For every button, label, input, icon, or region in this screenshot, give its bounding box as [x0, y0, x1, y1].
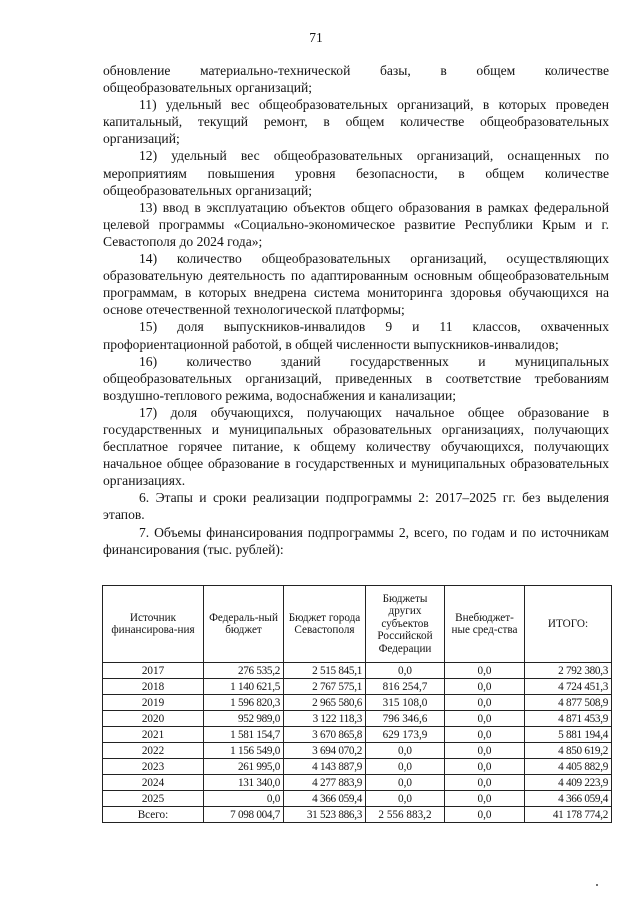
financing-table: [102, 585, 612, 823]
cell-extrabudgetary: 0,0: [445, 759, 525, 775]
table-row: [103, 775, 612, 791]
cell-year: 2022: [103, 743, 204, 759]
header-source: Источник финансирова-ния: [103, 586, 204, 663]
cell-year: 2023: [103, 759, 204, 775]
cell-federal: 276 535,2: [204, 663, 284, 679]
table-body: [103, 663, 612, 823]
paragraph-item-17: 17) доля обучающихся, получающих начальное общее образование в государственных и муниципальных образовательных организациях, получающих бесплатное горячее питание, к общему количеству обучающихся, получающих начальное общее образование в государственных и муниципальных образовательных организациях.: [103, 404, 609, 489]
cell-other-subjects: 0,0: [366, 663, 445, 679]
cell-extrabudgetary: 0,0: [445, 663, 525, 679]
cell-other-subjects: 2 556 883,2: [366, 807, 445, 823]
paragraph-item-13: 13) ввод в эксплуатацию объектов общего образования в рамках федеральной целевой программы «Социально-экономическое развитие Республики Крым и г. Севастополя до 2024 года»;: [103, 199, 609, 249]
table-row: [103, 695, 612, 711]
table-row: [103, 711, 612, 727]
cell-total: 4 409 223,9: [525, 775, 612, 791]
paragraph-item-16: 16) количество зданий государственных и муниципальных общеобразовательных организаций, приведенных в соответствие требованиям воздушно-теплового режима, водоснабжения и канализации;: [103, 353, 609, 403]
cell-city: 3 694 070,2: [284, 743, 366, 759]
cell-year: 2018: [103, 679, 204, 695]
page-number: 71: [309, 30, 323, 45]
paragraph-item-14: 14) количество общеобразовательных организаций, осуществляющих образовательную деятельность по адаптированным основным общеобразовательным программам, в которых внедрена система мониторинга здоровья обучающихся на основе отечественной технологической платформы;: [103, 251, 609, 318]
cell-city: 3 122 118,3: [284, 711, 366, 727]
paragraph-section-6: 6. Этапы и сроки реализации подпрограммы 2: 2017–2025 гг. без выделения этапов.: [103, 490, 609, 523]
cell-city: 3 670 865,8: [284, 727, 366, 743]
cell-year: Всего:: [103, 807, 204, 823]
cell-total: 4 850 619,2: [525, 743, 612, 759]
table-row: [103, 807, 612, 823]
cell-extrabudgetary: 0,0: [445, 791, 525, 807]
cell-other-subjects: 0,0: [366, 759, 445, 775]
cell-federal: 1 581 154,7: [204, 727, 284, 743]
table-header-row: [103, 586, 612, 663]
paragraph-continuation: обновление материально-технической базы, в общем количестве общеобразовательных организаций;: [103, 63, 609, 96]
paragraph-item-12: 12) удельный вес общеобразовательных организаций, оснащенных по мероприятиям повышения уровня безопасности, в общем количестве общеобразовательных организаций;: [103, 148, 609, 198]
cell-city: 4 366 059,4: [284, 791, 366, 807]
cell-other-subjects: 0,0: [366, 791, 445, 807]
cell-year: 2020: [103, 711, 204, 727]
header-total: ИТОГО:: [525, 586, 612, 663]
table-row: [103, 727, 612, 743]
scan-speck: [596, 884, 598, 886]
header-extrabudgetary: Внебюджет-ные сред-ства: [445, 586, 525, 663]
cell-year: 2019: [103, 695, 204, 711]
document-body: [103, 62, 609, 558]
cell-federal: 1 156 549,0: [204, 743, 284, 759]
paragraph-section-7: 7. Объемы финансирования подпрограммы 2, всего, по годам и по источникам финансирования (тыс. рублей):: [103, 524, 609, 557]
cell-city: 2 515 845,1: [284, 663, 366, 679]
cell-year: 2021: [103, 727, 204, 743]
cell-total: 4 405 882,9: [525, 759, 612, 775]
paragraph-item-11: 11) удельный вес общеобразовательных организаций, в которых проведен капитальный, текущий ремонт, в общем количестве общеобразовательных организаций;: [103, 97, 609, 147]
cell-city: 31 523 886,3: [284, 807, 366, 823]
cell-extrabudgetary: 0,0: [445, 679, 525, 695]
table-row: [103, 791, 612, 807]
cell-total: 41 178 774,2: [525, 807, 612, 823]
cell-year: 2017: [103, 663, 204, 679]
cell-other-subjects: 629 173,9: [366, 727, 445, 743]
header-city-budget: Бюджет города Севастополя: [284, 586, 366, 663]
cell-extrabudgetary: 0,0: [445, 727, 525, 743]
cell-total: 4 871 453,9: [525, 711, 612, 727]
cell-total: 2 792 380,3: [525, 663, 612, 679]
cell-extrabudgetary: 0,0: [445, 807, 525, 823]
cell-extrabudgetary: 0,0: [445, 711, 525, 727]
cell-year: 2024: [103, 775, 204, 791]
header-federal-budget: Федераль-ный бюджет: [204, 586, 284, 663]
paragraph-item-15: 15) доля выпускников-инвалидов 9 и 11 классов, охваченных профориентационной работой, в общей численности выпускников-инвалидов;: [103, 319, 609, 352]
cell-other-subjects: 0,0: [366, 775, 445, 791]
table-row: [103, 743, 612, 759]
cell-other-subjects: 315 108,0: [366, 695, 445, 711]
header-other-subjects: Бюджеты других субъектов Российской Федерации: [366, 586, 445, 663]
cell-total: 4 366 059,4: [525, 791, 612, 807]
table-row: [103, 663, 612, 679]
cell-federal: 7 098 004,7: [204, 807, 284, 823]
cell-city: 4 143 887,9: [284, 759, 366, 775]
cell-total: 4 877 508,9: [525, 695, 612, 711]
table-row: [103, 759, 612, 775]
cell-federal: 0,0: [204, 791, 284, 807]
cell-city: 2 965 580,6: [284, 695, 366, 711]
cell-year: 2025: [103, 791, 204, 807]
cell-other-subjects: 0,0: [366, 743, 445, 759]
cell-federal: 131 340,0: [204, 775, 284, 791]
cell-total: 4 724 451,3: [525, 679, 612, 695]
cell-federal: 261 995,0: [204, 759, 284, 775]
cell-federal: 1 596 820,3: [204, 695, 284, 711]
cell-federal: 952 989,0: [204, 711, 284, 727]
cell-extrabudgetary: 0,0: [445, 743, 525, 759]
cell-other-subjects: 796 346,6: [366, 711, 445, 727]
cell-federal: 1 140 621,5: [204, 679, 284, 695]
cell-other-subjects: 816 254,7: [366, 679, 445, 695]
cell-city: 2 767 575,1: [284, 679, 366, 695]
cell-extrabudgetary: 0,0: [445, 775, 525, 791]
cell-extrabudgetary: 0,0: [445, 695, 525, 711]
cell-total: 5 881 194,4: [525, 727, 612, 743]
table-row: [103, 679, 612, 695]
cell-city: 4 277 883,9: [284, 775, 366, 791]
